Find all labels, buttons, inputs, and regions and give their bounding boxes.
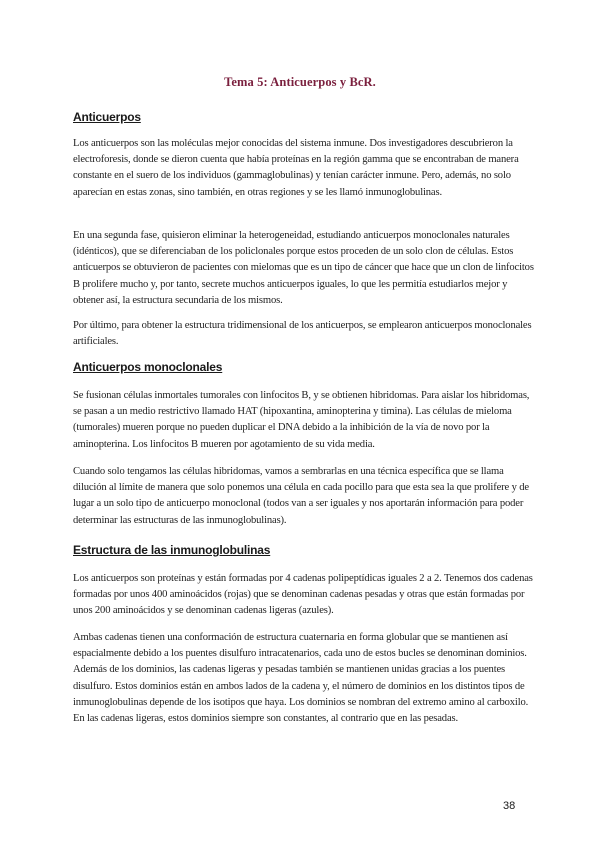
section-heading-estructura-inmunoglobulinas: Estructura de las inmunoglobulinas — [73, 543, 271, 557]
section-heading-anticuerpos: Anticuerpos — [73, 110, 141, 124]
page-number: 38 — [503, 800, 516, 812]
paragraph: Cuando solo tengamos las células hibridomas, vamos a sembrarlas en una técnica específica que se llama dilución al límite de manera que solo ponemos una célula en cada pocillo para que esta sea la que prolifere y de lugar a un solo tipo de anticuerpo monoclonal (todos van a ser iguales y nos aportarán información para poder determinar las estructuras de las inmunoglobulinas). — [73, 466, 529, 526]
paragraph: Por último, para obtener la estructura tridimensional de los anticuerpos, se emplearon anticuerpos monoclonales artificiales. — [73, 320, 532, 348]
paragraph: Los anticuerpos son proteínas y están formadas por 4 cadenas polipeptídicas iguales 2 a 2. Tenemos dos cadenas formadas por unos 400 aminoácidos (rojas) que se denominan cadenas pesadas y otras que están formadas por unos 200 aminoácidos y se denominan cadenas ligeras (azules). — [73, 573, 533, 617]
paragraph: Los anticuerpos son las moléculas mejor conocidas del sistema inmune. Dos investigadores descubrieron la electroforesis, donde se dieron cuenta que había proteínas en la región gamma que se encontraban de manera constante en el suero de los individuos (gammaglobulinas) y tenían carácter inmune. Pero, además, no solo aparecían en estas zonas, sino también, en otras regiones y se les llamó inmunoglobulinas. — [73, 138, 519, 198]
section-heading-anticuerpos-monoclonales: Anticuerpos monoclonales — [73, 360, 223, 374]
paragraph: Ambas cadenas tienen una conformación de estructura cuaternaria en forma globular que se mantienen así espacialmente debido a los puentes disulfuro intracatenarios, cada uno de estos bucles se denominan dominios. Además de los dominios, las cadenas ligeras y pesadas también se mantienen unidas gracias a los puentes disulfuro. Estos dominios están en ambos lados de la cadena y, el número de dominios en los distintos tipos de inmunoglobulinas depende de los isotipos que haya. Los dominios se nombran del extremo amino al carboxilo. En las cadenas ligeras, estos dominios siempre son constantes, al contrario que en las pesadas. — [73, 632, 529, 725]
paragraph: En una segunda fase, quisieron eliminar la heterogeneidad, estudiando anticuerpos monoclonales naturales (idénticos), que se diferenciaban de los policlonales porque estos proceden de un solo clon de células. Estos anticuerpos se obtuvieron de pacientes con mielomas que es un tipo de cáncer que hace que un clon de linfocitos B prolifere mucho y, por tanto, secrete muchos anticuerpos iguales, lo que les permitía estudiarlos mejor y obtener así, la estructura secundaria de los mismos. — [73, 230, 534, 306]
paragraph: Se fusionan células inmortales tumorales con linfocitos B, y se obtienen hibridomas. Para aislar los hibridomas, se pasan a un medio restrictivo llamado HAT (hipoxantina, aminopterina y timina). Las células de mieloma (tumorales) mueren porque no pueden duplicar el DNA debido a la inhibición de la vía de novo por la aminopterina. Los linfocitos B mueren por agotamiento de su vida media. — [73, 390, 530, 450]
page-title: Tema 5: Anticuerpos y BcR. — [224, 75, 376, 89]
